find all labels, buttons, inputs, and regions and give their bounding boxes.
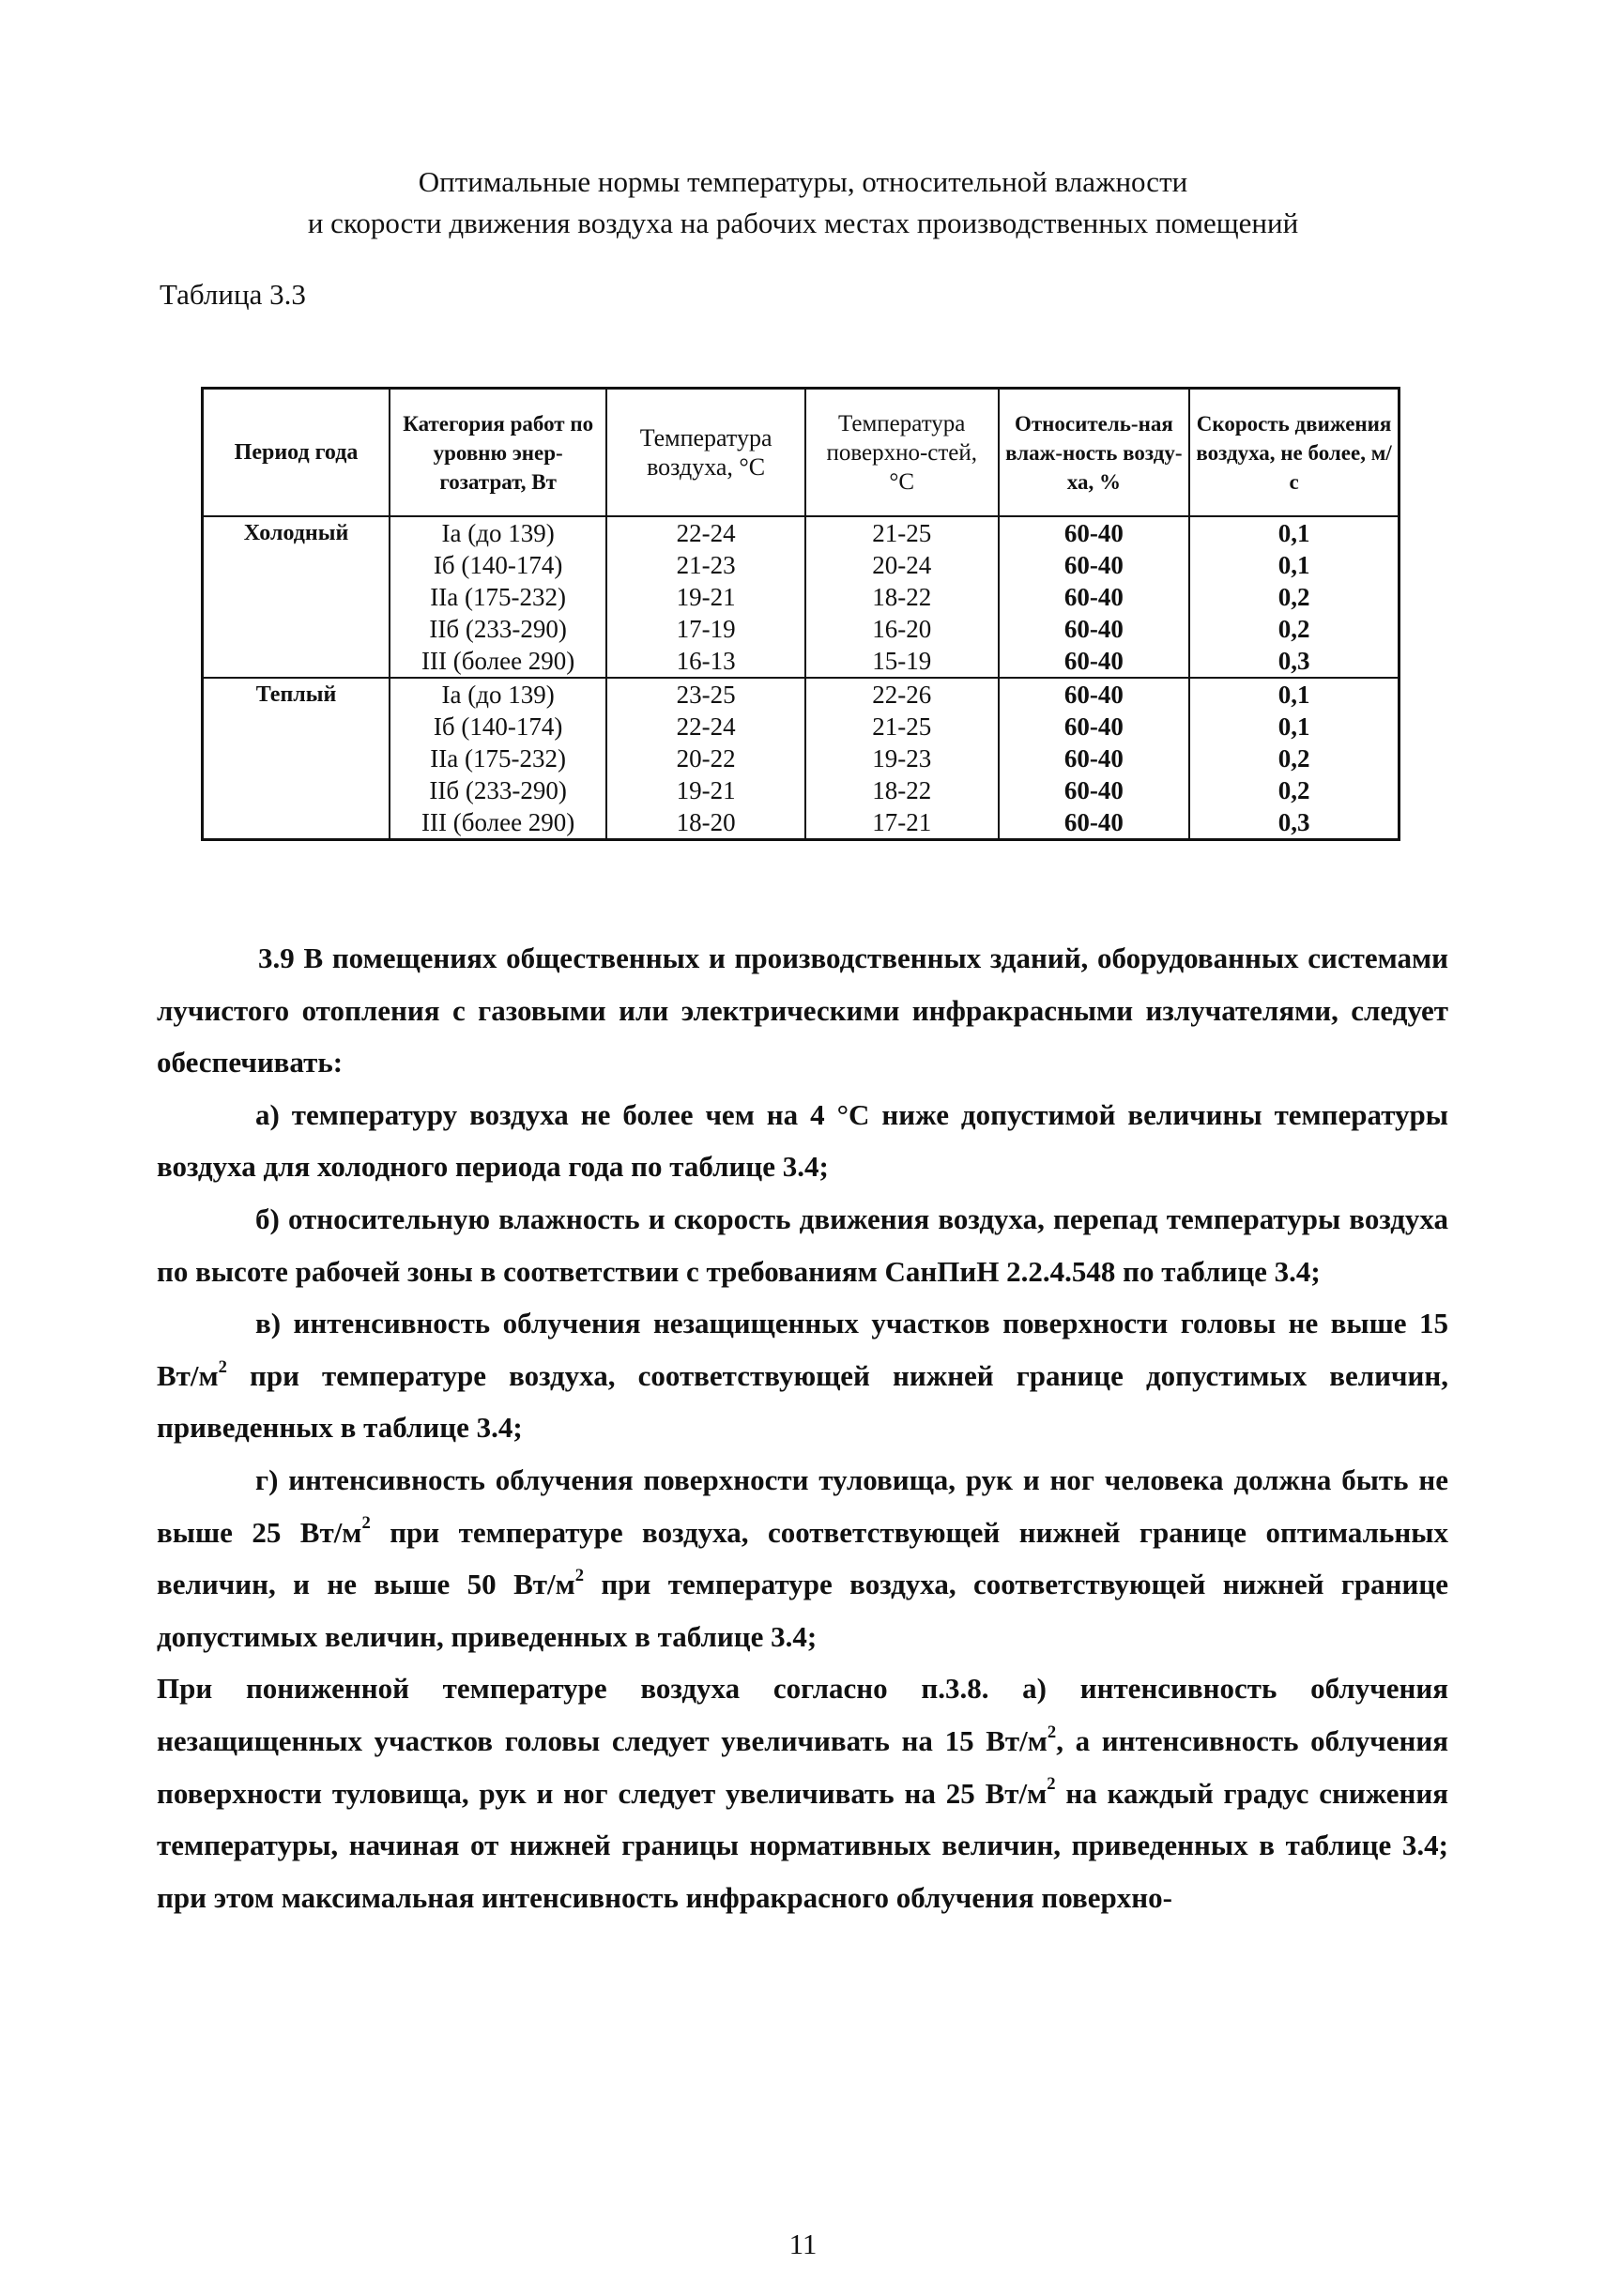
speed-cell: 0,1 bbox=[1189, 678, 1399, 711]
air-temp-cell: 19-21 bbox=[606, 774, 805, 806]
category-cell: Iа (до 139) bbox=[390, 678, 606, 711]
category-cell: IIа (175-232) bbox=[390, 581, 606, 613]
humidity-cell: 60-40 bbox=[999, 645, 1190, 678]
surface-temp-cell: 22-26 bbox=[805, 678, 999, 711]
paragraph-a: а) температуру воздуха не более чем на 4 °С ниже допустимой величины температуры воздуха для холодного периода года по таблице 3.4; bbox=[157, 1097, 1448, 1184]
air-temp-cell: 20-22 bbox=[606, 742, 805, 774]
speed-cell: 0,2 bbox=[1189, 774, 1399, 806]
category-cell: IIб (233-290) bbox=[390, 613, 606, 645]
header-surface-temp: Температура поверхно-стей, °С bbox=[805, 389, 999, 517]
air-temp-cell: 21-23 bbox=[606, 549, 805, 581]
speed-cell: 0,2 bbox=[1189, 613, 1399, 645]
humidity-cell: 60-40 bbox=[999, 581, 1190, 613]
header-speed: Скорость движения воздуха, не более, м/с bbox=[1189, 389, 1399, 517]
surface-temp-cell: 21-25 bbox=[805, 516, 999, 549]
humidity-cell: 60-40 bbox=[999, 774, 1190, 806]
category-cell: III (более 290) bbox=[390, 806, 606, 840]
table-body bbox=[203, 516, 1400, 840]
surface-temp-cell: 18-22 bbox=[805, 581, 999, 613]
air-temp-cell: 23-25 bbox=[606, 678, 805, 711]
table-caption: Таблица 3.3 bbox=[160, 278, 306, 311]
page-title bbox=[160, 161, 1446, 244]
category-cell: IIб (233-290) bbox=[390, 774, 606, 806]
category-cell: IIа (175-232) bbox=[390, 742, 606, 774]
header-category: Категория работ по уровню энер-гозатрат, Вт bbox=[390, 389, 606, 517]
paragraph-b: б) относительную влажность и скорость движения воздуха, перепад температуры воздуха по высоте рабочей зоны в соответствии с требованиям СанПиН 2.2.4.548 по таблице 3.4; bbox=[157, 1202, 1448, 1288]
header-humidity: Относитель-ная влаж-ность возду-ха, % bbox=[999, 389, 1190, 517]
period-cell: Холодный bbox=[203, 516, 390, 678]
page-number: 11 bbox=[788, 2227, 818, 2260]
header-period: Период года bbox=[203, 389, 390, 517]
surface-temp-cell: 19-23 bbox=[805, 742, 999, 774]
speed-cell: 0,2 bbox=[1189, 581, 1399, 613]
norms-table bbox=[201, 387, 1400, 841]
humidity-cell: 60-40 bbox=[999, 678, 1190, 711]
paragraph-v: в) интенсивность облучения незащищенных участков поверхности головы не выше 15 $Вт/м^2$ при температуре воздуха, соответствующей нижней границе допустимых величин, приведенных в таблице 3.4; bbox=[157, 1307, 1448, 1445]
speed-cell: 0,1 bbox=[1189, 711, 1399, 742]
paragraph-3-9: 3.9 В помещениях общественных и производственных зданий, оборудованных системами лучистого отопления с газовыми или электрическими инфракрасными излучателями, следует обеспечивать: bbox=[157, 941, 1448, 1079]
surface-temp-cell: 17-21 bbox=[805, 806, 999, 840]
surface-temp-cell: 16-20 bbox=[805, 613, 999, 645]
air-temp-cell: 19-21 bbox=[606, 581, 805, 613]
surface-temp-cell: 18-22 bbox=[805, 774, 999, 806]
humidity-cell: 60-40 bbox=[999, 516, 1190, 549]
category-cell: Iб (140-174) bbox=[390, 711, 606, 742]
surface-temp-cell: 21-25 bbox=[805, 711, 999, 742]
category-cell: Iб (140-174) bbox=[390, 549, 606, 581]
humidity-cell: 60-40 bbox=[999, 806, 1190, 840]
humidity-cell: 60-40 bbox=[999, 549, 1190, 581]
header-air-temp: Температура воздуха, °С bbox=[606, 389, 805, 517]
humidity-cell: 60-40 bbox=[999, 742, 1190, 774]
title-line-1: Оптимальные нормы температуры, относительной влажности bbox=[418, 165, 1188, 198]
category-cell: Iа (до 139) bbox=[390, 516, 606, 549]
body-text bbox=[157, 932, 1448, 1923]
table-header-row bbox=[203, 389, 1400, 517]
air-temp-cell: 18-20 bbox=[606, 806, 805, 840]
air-temp-cell: 17-19 bbox=[606, 613, 805, 645]
speed-cell: 0,1 bbox=[1189, 549, 1399, 581]
air-temp-cell: 16-13 bbox=[606, 645, 805, 678]
speed-cell: 0,1 bbox=[1189, 516, 1399, 549]
humidity-cell: 60-40 bbox=[999, 613, 1190, 645]
speed-cell: 0,3 bbox=[1189, 806, 1399, 840]
speed-cell: 0,2 bbox=[1189, 742, 1399, 774]
category-cell: III (более 290) bbox=[390, 645, 606, 678]
humidity-cell: 60-40 bbox=[999, 711, 1190, 742]
paragraph-lowered-temp: При пониженной температуре воздуха согласно п.3.8. а) интенсивность облучения незащищенных участков головы следует увеличивать на 15 $Вт/м^2$, а интенсивность облучения поверхности туловища, рук и ног следует увеличивать на 25 $Вт/м^2$ на каждый градус снижения температуры, начиная от нижней границы нормативных величин, приведенных в таблице 3.4; при этом максимальная интенсивность инфракрасного облучения поверхно- bbox=[157, 1672, 1449, 1914]
table-row bbox=[203, 678, 1400, 711]
surface-temp-cell: 20-24 bbox=[805, 549, 999, 581]
air-temp-cell: 22-24 bbox=[606, 516, 805, 549]
paragraph-g: г) интенсивность облучения поверхности туловища, рук и ног человека должна быть не выше 25 $Вт/м^2$ при температуре воздуха, соответствующей нижней границе оптимальных величин, и не выше 50 $Вт/м^2$ при температуре воздуха, соответствующей нижней границе допустимых величин, приведенных в таблице 3.4; bbox=[157, 1462, 1448, 1653]
period-cell: Теплый bbox=[203, 678, 390, 840]
table-row bbox=[203, 516, 1400, 549]
air-temp-cell: 22-24 bbox=[606, 711, 805, 742]
title-line-2: и скорости движения воздуха на рабочих местах производственных помещений bbox=[307, 207, 1299, 239]
surface-temp-cell: 15-19 bbox=[805, 645, 999, 678]
speed-cell: 0,3 bbox=[1189, 645, 1399, 678]
